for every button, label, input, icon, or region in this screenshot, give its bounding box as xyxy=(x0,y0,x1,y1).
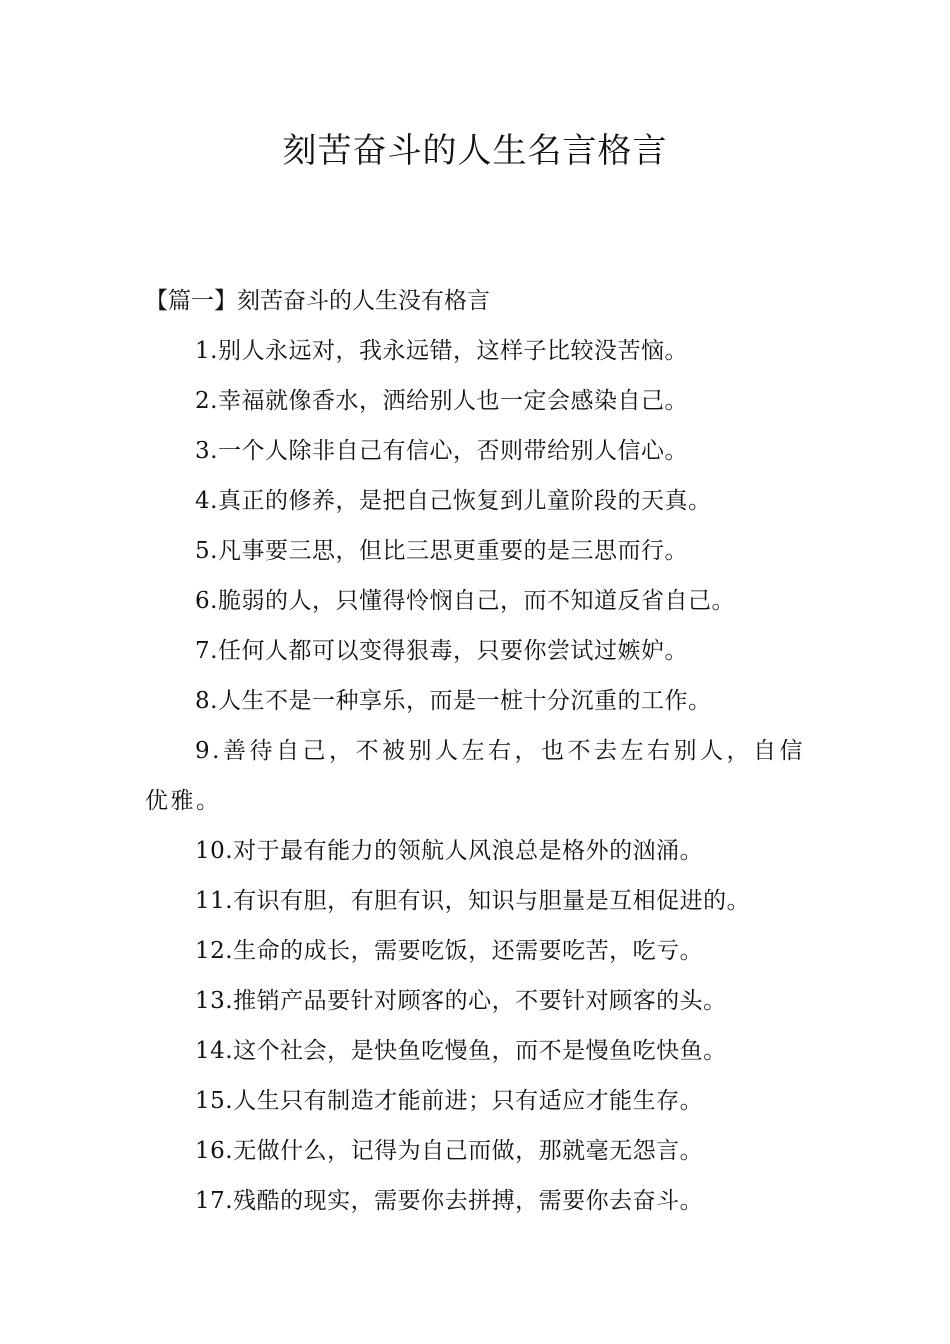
quote-item-9: 9.善待自己，不被别人左右，也不去左右别人，自信优雅。 xyxy=(145,738,805,814)
document-body xyxy=(145,276,805,1226)
quote-item-6: 6.脆弱的人，只懂得怜悯自己，而不知道反省自己。 xyxy=(195,588,735,614)
document-title: 刻苦奋斗的人生名言格言 xyxy=(282,131,668,171)
quote-item-1: 1.别人永远对，我永远错，这样子比较没苦恼。 xyxy=(195,338,688,364)
quote-item-12: 12.生命的成长，需要吃饭，还需要吃苦，吃亏。 xyxy=(195,938,704,964)
quote-item-2: 2.幸福就像香水，洒给别人也一定会感染自己。 xyxy=(195,388,688,414)
quote-item-16: 16.无做什么，记得为自己而做，那就毫无怨言。 xyxy=(195,1138,704,1164)
quote-item-11: 11.有识有胆，有胆有识，知识与胆量是互相促进的。 xyxy=(195,888,751,914)
quote-item-8: 8.人生不是一种享乐，而是一桩十分沉重的工作。 xyxy=(195,688,712,714)
quote-item-17: 17.残酷的现实，需要你去拼搏，需要你去奋斗。 xyxy=(195,1188,704,1214)
section-heading: 【篇一】刻苦奋斗的人生没有格言 xyxy=(145,288,490,314)
quote-item-13: 13.推销产品要针对顾客的心，不要针对顾客的头。 xyxy=(195,988,727,1014)
quote-item-3: 3.一个人除非自己有信心，否则带给别人信心。 xyxy=(195,438,688,464)
quote-item-5: 5.凡事要三思，但比三思更重要的是三思而行。 xyxy=(195,538,688,564)
quote-item-14: 14.这个社会，是快鱼吃慢鱼，而不是慢鱼吃快鱼。 xyxy=(195,1038,727,1064)
quote-item-4: 4.真正的修养，是把自己恢复到儿童阶段的天真。 xyxy=(195,488,712,514)
quote-item-7: 7.任何人都可以变得狠毒，只要你尝试过嫉妒。 xyxy=(195,638,688,664)
quote-item-15: 15.人生只有制造才能前进；只有适应才能生存。 xyxy=(195,1088,704,1114)
quote-item-10: 10.对于最有能力的领航人风浪总是格外的汹涌。 xyxy=(195,838,704,864)
